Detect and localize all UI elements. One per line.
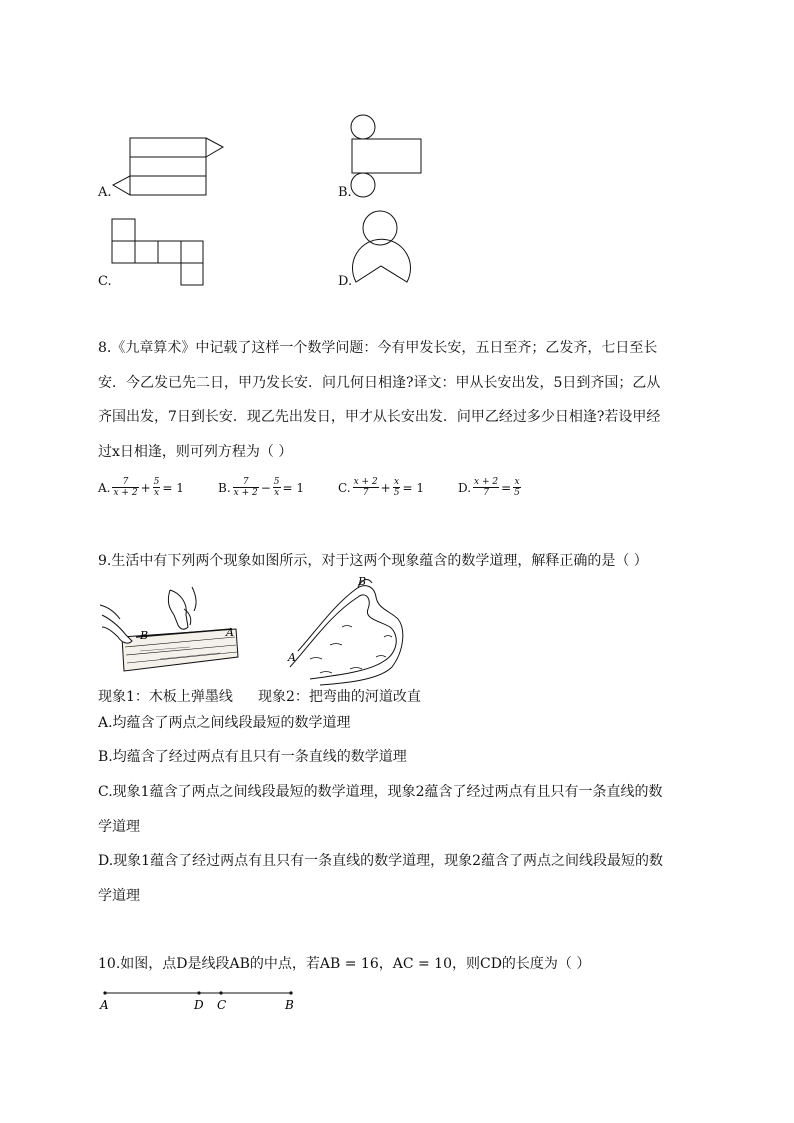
segment-diagram [98,985,308,1015]
q10-stem: 10.如图，点D是线段AB的中点，若AB = 16，AC = 10，则CD的长度为（ ） [98,956,591,972]
option-label: D. [458,480,472,495]
option-label: A. [98,480,111,495]
phenomenon-2-illustration [280,575,410,685]
option-a-figure [110,135,230,200]
point-a-label: A [288,651,296,664]
phenomenon-1-illustration [100,585,250,685]
fraction: $\frac{x + 2}{7}$ [353,477,378,498]
caption-1: 现象1：木板上弹墨线 [98,689,233,705]
option-d-figure [350,210,415,290]
point-c-label: C [217,998,227,1012]
option-b-figure [350,114,425,200]
fraction: $\frac{5}{x}$ [273,477,280,498]
fraction: $\frac{x}{5}$ [514,477,520,498]
q8-option-d[interactable] [458,477,521,498]
q8-option-c[interactable] [338,477,424,498]
point-b-label: B [285,998,294,1012]
q9-option-c-cont: 学道理 [98,819,140,835]
point-d-label: D [194,998,204,1012]
option-c-figure [110,218,205,288]
operator: = [501,480,512,495]
point-a-label: A [100,998,109,1012]
option-label: B. [218,480,231,495]
fraction: $\frac{7}{x + 2}$ [233,477,258,498]
rhs: = 1 [282,480,305,495]
operator: + [140,480,151,495]
point-a-label: A [226,626,234,639]
operator: + [380,480,391,495]
fraction: $\frac{5}{x}$ [153,477,160,498]
q8-line-4: 过x日相逢，则可列方程为（ ） [98,444,293,460]
q8-line-1: 8.《九章算术》中记载了这样一个数学问题：今有甲发长安，五日至齐；乙发齐，七日至长 [98,340,658,356]
option-d-label[interactable]: D. [338,274,353,289]
q8-line-3: 齐国出发，7日到长安．现乙先出发日，甲才从长安出发．问甲乙经过多少日相逢?若设甲经 [98,409,661,425]
operator: − [260,480,271,495]
point-b-label: B [140,629,149,642]
option-a-label[interactable]: A. [98,185,112,200]
q8-option-a[interactable] [98,477,184,498]
rhs: = 1 [162,480,184,495]
q9-option-a[interactable]: A.均蕴含了两点之间线段最短的数学道理 [98,715,351,731]
point-b-label: B [358,575,367,588]
q9-option-b[interactable]: B.均蕴含了经过两点有且只有一条直线的数学道理 [98,749,407,765]
q9-option-c[interactable]: C.现象1蕴含了两点之间线段最短的数学道理，现象2蕴含了经过两点有且只有一条直线的数 [98,784,663,800]
option-b-label[interactable]: B. [338,185,352,200]
fraction: $\frac{x + 2}{7}$ [474,477,499,498]
q8-option-b[interactable] [218,477,304,498]
q9-option-d-cont: 学道理 [98,888,140,904]
q9-stem: 9.生活中有下列两个现象如图所示，对于这两个现象蕴含的数学道理，解释正确的是（ ） [98,553,648,569]
rhs: = 1 [402,480,424,495]
q8-line-2: 安．今乙发已先二日，甲乃发长安．问几何日相逢?译文：甲从长安出发，5日到齐国；乙从 [98,375,661,391]
caption-2: 现象2：把弯曲的河道改直 [258,689,421,705]
option-c-label[interactable]: C. [98,274,112,289]
fraction: $\frac{x}{5}$ [393,477,400,498]
q9-option-d[interactable]: D.现象1蕴含了经过两点有且只有一条直线的数学道理，现象2蕴含了两点之间线段最短的数 [98,853,663,869]
fraction: $\frac{7}{x + 2}$ [113,477,138,498]
option-label: C. [338,480,351,495]
